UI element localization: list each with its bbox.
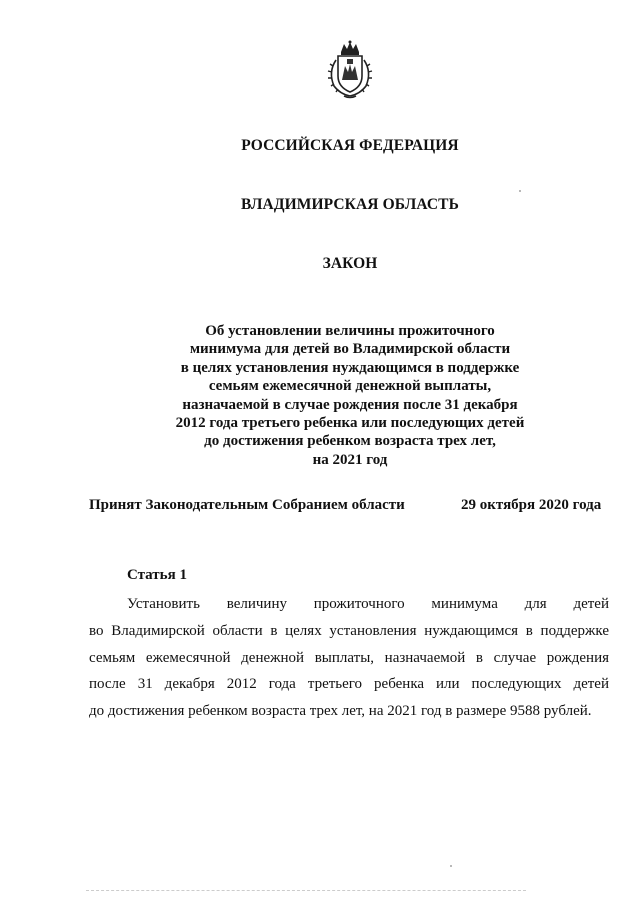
law-title-line: 2012 года третьего ребенка или последующих детей — [175, 415, 525, 432]
article-line: семьям ежемесячной денежной выплаты, назначаемой в случае рождения — [89, 649, 609, 666]
article-line: до достижения ребенком возраста трех лет, на 2021 год в размере 9588 рублей. — [89, 703, 592, 720]
law-title-line: минимума для детей во Владимирской области — [189, 341, 511, 358]
scan-speck — [519, 190, 521, 192]
adoption-date: 29 октября 2020 года — [461, 497, 602, 513]
law-title — [150, 322, 550, 469]
coat-of-arms-icon — [324, 40, 376, 100]
country-heading: РОССИЙСКАЯ ФЕДЕРАЦИЯ — [241, 137, 459, 154]
law-title-line: до достижения ребенком возраста трех лет, — [204, 433, 496, 450]
law-title-line: семьям ежемесячной денежной выплаты, — [208, 378, 492, 395]
law-title-line: на 2021 год — [312, 451, 388, 468]
law-title-line: в целях установления нуждающимся в поддержке — [180, 359, 520, 376]
law-title-line: назначаемой в случае рождения после 31 декабря — [182, 396, 518, 413]
article-line: после 31 декабря 2012 года третьего ребенка или последующих детей — [89, 676, 609, 693]
law-title-line: Об установлении величины прожиточного — [205, 323, 495, 339]
region-heading: ВЛАДИМИРСКАЯ ОБЛАСТЬ — [241, 196, 459, 213]
article-line: во Владимирской области в целях установления нуждающимся в поддержке — [89, 622, 609, 639]
document-type-heading: ЗАКОН — [322, 255, 378, 272]
article-heading: Статья 1 — [127, 567, 187, 583]
article-line: Установить величину прожиточного минимума для детей — [127, 596, 609, 612]
scan-artifact-line — [86, 888, 526, 891]
article-body — [89, 591, 609, 725]
scan-speck — [450, 865, 452, 867]
adopted-by-text: Принят Законодательным Собранием области — [89, 497, 405, 513]
